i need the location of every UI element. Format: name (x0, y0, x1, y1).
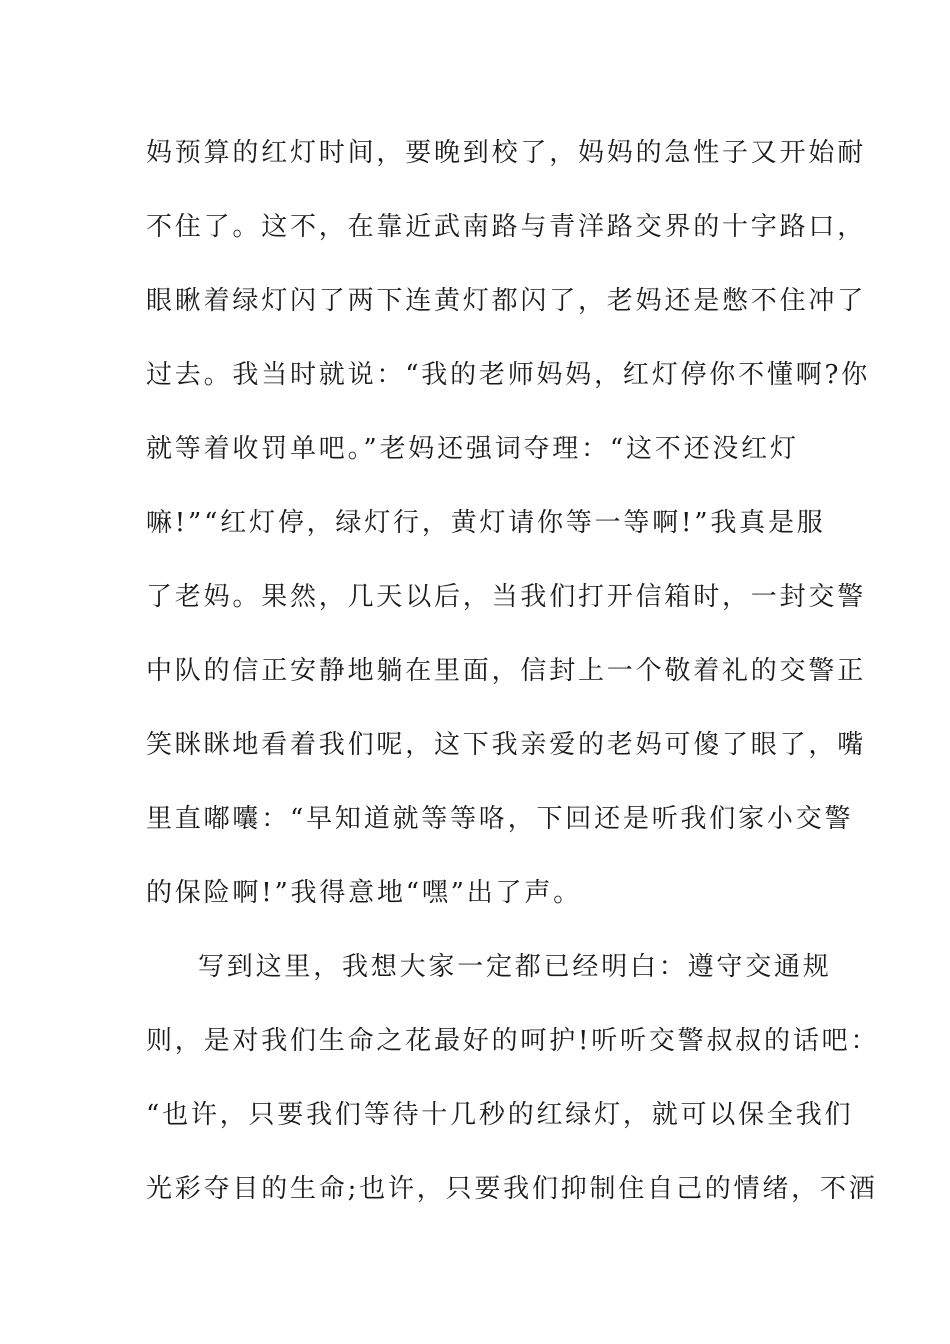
text-line: 光彩夺目的生命;也许，只要我们抑制住自己的情绪，不酒 (146, 1174, 878, 1204)
text-line: 就等着收罚单吧。”老妈还强词夺理：“这不还没红灯 (146, 434, 799, 464)
text-line: 里直嘟囔：“早知道就等等咯，下回还是听我们家小交警 (146, 804, 854, 834)
paragraph-start-line: 写到这里，我想大家一定都已经明白：遵守交通规 (198, 952, 832, 982)
text-line: “也许，只要我们等待十几秒的红绿灯，就可以保全我们 (146, 1100, 854, 1130)
text-line: 则，是对我们生命之花最好的呵护!听听交警叔叔的话吧： (146, 1026, 880, 1056)
text-line: 不住了。这不，在靠近武南路与青洋路交界的十字路口， (146, 212, 867, 242)
text-line: 眼瞅着绿灯闪了两下连黄灯都闪了，老妈还是憋不住冲了 (146, 286, 867, 316)
text-line: 的保险啊!”我得意地“嘿”出了声。 (146, 878, 582, 908)
text-line: 妈预算的红灯时间，要晚到校了，妈妈的急性子又开始耐 (146, 138, 867, 168)
text-line: 中队的信正安静地躺在里面，信封上一个敬着礼的交警正 (146, 656, 867, 686)
text-line: 笑眯眯地看着我们呢，这下我亲爱的老妈可傻了眼了，嘴 (146, 730, 867, 760)
text-line: 过去。我当时就说：“我的老师妈妈，红灯停你不懂啊?你 (146, 360, 871, 390)
text-line: 了老妈。果然，几天以后，当我们打开信箱时，一封交警 (146, 582, 867, 612)
text-line: 嘛!”“红灯停，绿灯行，黄灯请你等一等啊!”我真是服 (146, 508, 826, 538)
body-text (146, 128, 880, 1238)
